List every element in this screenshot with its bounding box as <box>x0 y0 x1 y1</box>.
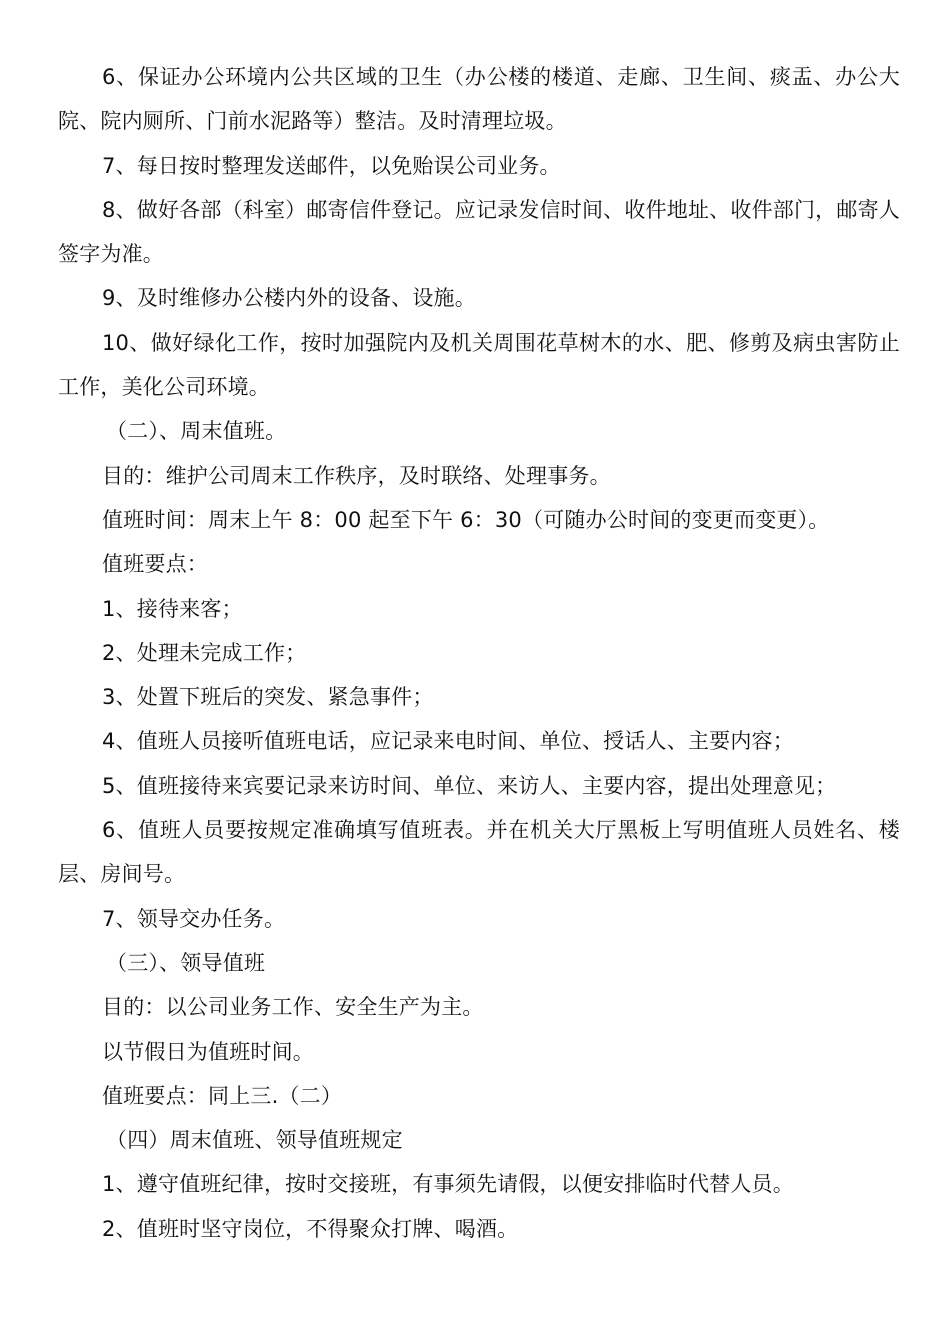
list-item-visitors: 5、值班接待来宾要记录来访时间、单位、来访人、主要内容，提出处理意见； <box>102 773 837 798</box>
paragraph-duty-points-label: 值班要点： <box>102 552 208 577</box>
list-item-assigned-tasks: 7、领导交办任务。 <box>102 906 286 931</box>
paragraph-weekend-hours: 值班时间：周末上午 8：00 起至下午 6：30（可随办公时间的变更而变更）。 <box>102 507 830 532</box>
paragraph-leader-purpose: 目的：以公司业务工作、安全生产为主。 <box>102 995 484 1020</box>
document-body <box>58 55 900 1251</box>
paragraph-item-8-letters: 8、做好各部（科室）邮寄信件登记。应记录发信时间、收件地址、收件部门，邮寄人签字为准。 <box>58 197 900 267</box>
paragraph-item-10-greening: 10、做好绿化工作，按时加强院内及机关周围花草树木的水、肥、修剪及病虫害防止工作，美化公司环境。 <box>58 330 900 400</box>
list-item-unfinished-work: 2、处理未完成工作； <box>102 640 307 665</box>
list-item-duty-roster: 6、值班人员要按规定准确填写值班表。并在机关大厅黑板上写明值班人员姓名、楼层、房间号。 <box>58 818 900 887</box>
list-item-receive-guests: 1、接待来客； <box>102 596 243 621</box>
paragraph-item-6-sanitation: 6、保证办公环境内公共区域的卫生（办公楼的楼道、走廊、卫生间、痰盂、办公大院、院内厕所、门前水泥路等）整洁。及时清理垃圾。 <box>58 65 900 134</box>
paragraph-leader-points: 值班要点：同上三.（二） <box>102 1083 343 1108</box>
list-item-emergencies: 3、处置下班后的突发、紧急事件； <box>102 685 434 710</box>
paragraph-weekend-purpose: 目的：维护公司周末工作秩序，及时联络、处理事务。 <box>102 463 611 488</box>
section-heading-duty-rules: （四）周末值班、领导值班规定 <box>106 1128 403 1153</box>
list-item-stay-at-post: 2、值班时坚守岗位，不得聚众打牌、喝酒。 <box>102 1216 519 1241</box>
paragraph-item-7-mail: 7、每日按时整理发送邮件，以免贻误公司业务。 <box>102 153 561 178</box>
paragraph-item-9-maintenance: 9、及时维修办公楼内外的设备、设施。 <box>102 286 476 311</box>
list-item-discipline: 1、遵守值班纪律，按时交接班，有事须先请假，以便安排临时代替人员。 <box>102 1172 794 1197</box>
section-heading-weekend-duty: （二）、周末值班。 <box>106 419 287 444</box>
section-heading-leader-duty: （三）、领导值班 <box>106 950 266 975</box>
list-item-phone-calls: 4、值班人员接听值班电话，应记录来电时间、单位、授话人、主要内容； <box>102 729 794 754</box>
paragraph-leader-hours: 以节假日为值班时间。 <box>102 1039 314 1064</box>
